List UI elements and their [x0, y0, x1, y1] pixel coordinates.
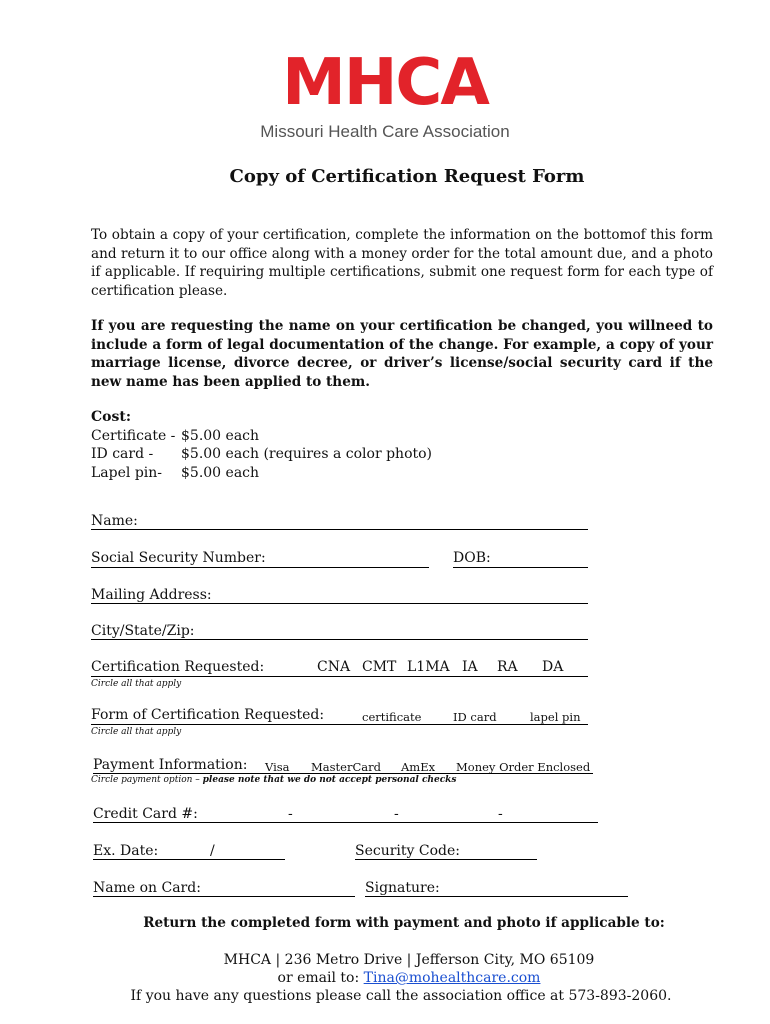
form-requested-line [91, 724, 588, 725]
cost-row [91, 427, 432, 446]
payment-option-visa[interactable]: Visa [265, 760, 290, 774]
payment-line [93, 773, 593, 774]
mailing-address-field[interactable] [91, 603, 588, 604]
return-instructions: Return the completed form with payment and photo if applicable to: [143, 915, 665, 931]
form-requested-label: Form of Certification Requested: [91, 707, 325, 723]
exp-date-slash: / [210, 843, 215, 859]
payment-info-label: Payment Information: [93, 757, 248, 773]
name-field[interactable] [91, 529, 588, 530]
email-link[interactable]: Tina@mohealthcare.com [363, 970, 541, 986]
payment-option-mastercard[interactable]: MasterCard [311, 760, 381, 774]
email-line [0, 970, 770, 986]
card-separator: - [394, 806, 399, 822]
cert-option-cmt[interactable]: CMT [362, 659, 397, 675]
form-option-lapel-pin[interactable]: lapel pin [530, 710, 581, 724]
questions-line: If you have any questions please call the association office at 573-893-2060. [130, 988, 672, 1004]
payment-option-money-order[interactable]: Money Order Enclosed [456, 760, 591, 774]
logo-mark: MHCA [282, 46, 488, 120]
name-label: Name: [91, 513, 138, 529]
cost-label: Certificate - [91, 427, 176, 444]
mailing-address-footer: MHCA | 236 Metro Drive | Jefferson City, MO 65109 [223, 952, 595, 968]
certification-line [91, 676, 588, 677]
credit-card-field[interactable] [93, 822, 598, 823]
exp-date-field[interactable] [93, 859, 285, 860]
mailing-address-label: Mailing Address: [91, 587, 212, 603]
cost-label: Lapel pin- [91, 464, 163, 481]
card-separator: - [498, 806, 503, 822]
cost-heading: Cost: [91, 409, 131, 425]
ssn-field[interactable] [91, 567, 429, 568]
payment-note-prefix: Circle payment option – [91, 775, 203, 785]
form-option-id-card[interactable]: ID card [453, 710, 497, 724]
dob-field[interactable] [453, 567, 588, 568]
cost-row [91, 445, 432, 464]
form-option-certificate[interactable]: certificate [362, 710, 422, 724]
signature-field[interactable] [365, 896, 628, 897]
cost-price: $5.00 each (requires a color photo) [181, 446, 433, 462]
circle-all-note: Circle all that apply [91, 727, 182, 737]
cost-row [91, 464, 432, 483]
payment-option-amex[interactable]: AmEx [401, 760, 436, 774]
intro-paragraph: To obtain a copy of your certification, complete the information on the bottomof this form and return it to our office along with a money order for the total amount due, and a photo if applicable. If requiring multiple certifications, submit one request form for each type of certification please. [91, 227, 713, 299]
cert-option-ia[interactable]: IA [462, 659, 478, 675]
cert-option-da[interactable]: DA [542, 659, 564, 675]
cost-section [91, 408, 432, 482]
security-code-label: Security Code: [355, 843, 460, 859]
security-code-field[interactable] [355, 859, 537, 860]
city-state-zip-label: City/State/Zip: [91, 623, 195, 639]
credit-card-label: Credit Card #: [93, 806, 198, 822]
cost-price: $5.00 each [181, 464, 260, 481]
logo-org-name: Missouri Health Care Association [260, 122, 510, 141]
email-prefix: or email to: [277, 970, 364, 986]
name-on-card-field[interactable] [93, 896, 355, 897]
cert-option-l1ma[interactable]: L1MA [407, 659, 450, 675]
payment-note-warning: please note that we do not accept personal checks [202, 775, 457, 785]
signature-label: Signature: [365, 880, 440, 896]
circle-all-note: Circle all that apply [91, 679, 182, 689]
name-change-note: If you are requesting the name on your certification be changed, you willneed to include a form of legal documentation of the change. For example, a copy of your marriage license, divorce decree, or driver’s license/social security card if the new name has been applied to them. [91, 318, 713, 390]
exp-date-label: Ex. Date: [93, 843, 159, 859]
cost-price: $5.00 each [181, 427, 260, 444]
cert-option-ra[interactable]: RA [497, 659, 518, 675]
dob-label: DOB: [453, 550, 491, 566]
cost-label: ID card - [91, 446, 154, 462]
name-on-card-label: Name on Card: [93, 880, 201, 896]
page-title: Copy of Certification Request Form [229, 166, 585, 187]
cert-option-cna[interactable]: CNA [317, 659, 351, 675]
mhca-logo [0, 48, 770, 142]
city-state-zip-field[interactable] [91, 639, 588, 640]
payment-note [91, 775, 457, 785]
ssn-label: Social Security Number: [91, 550, 266, 566]
certification-requested-label: Certification Requested: [91, 659, 265, 675]
card-separator: - [288, 806, 293, 822]
